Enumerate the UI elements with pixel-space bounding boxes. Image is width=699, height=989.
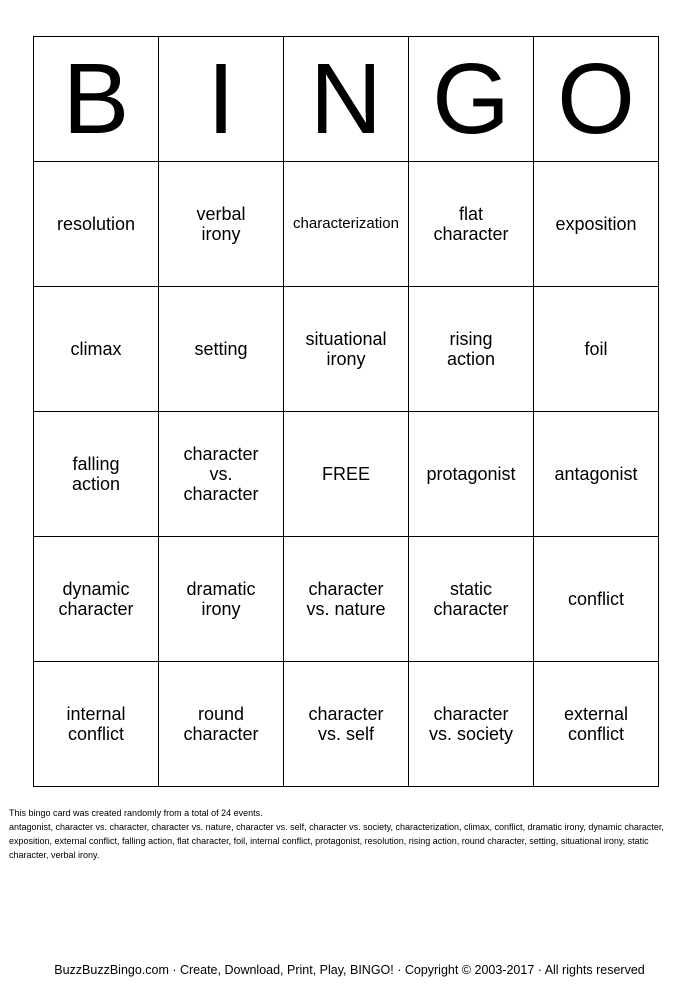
bingo-cell: situational irony [284,287,409,412]
bingo-cell: falling action [34,412,159,537]
header-row [34,37,659,162]
bingo-cell: climax [34,287,159,412]
free-space-cell: FREE [284,412,409,537]
header-letter-b: B [34,37,159,162]
bingo-row-3 [34,412,659,537]
bingo-cell: character vs. character [159,412,284,537]
bingo-row-1 [34,162,659,287]
bingo-cell: resolution [34,162,159,287]
bingo-cell: characterization [284,162,409,287]
card-footnote [9,806,679,862]
bingo-cell: flat character [409,162,534,287]
header-letter-g: G [409,37,534,162]
site-footer: BuzzBuzzBingo.com · Create, Download, Print, Play, BINGO! · Copyright © 2003-2017 · All rights reserved [54,963,645,977]
bingo-cell: internal conflict [34,662,159,787]
bingo-cell: antagonist [534,412,659,537]
footnote-summary: This bingo card was created randomly from a total of 24 events. [9,808,263,818]
bingo-cell: round character [159,662,284,787]
bingo-cell: external conflict [534,662,659,787]
bingo-cell: static character [409,537,534,662]
bingo-cell: verbal irony [159,162,284,287]
bingo-cell: rising action [409,287,534,412]
bingo-cell: character vs. nature [284,537,409,662]
header-letter-n: N [284,37,409,162]
bingo-cell: foil [534,287,659,412]
footnote-event-list: antagonist, character vs. character, character vs. nature, character vs. self, character vs. society, characterization, climax, conflict, dramatic irony, dynamic character, exposition, external conflict, falling action, flat character, foil, internal conflict, protagonist, resolution, rising action, round character, setting, situational irony, static character, verbal irony. [9,822,664,860]
bingo-cell: conflict [534,537,659,662]
header-letter-i: I [159,37,284,162]
bingo-row-5 [34,662,659,787]
bingo-cell: dramatic irony [159,537,284,662]
header-letter-o: O [534,37,659,162]
bingo-cell: protagonist [409,412,534,537]
bingo-cell: character vs. society [409,662,534,787]
bingo-card [33,36,659,787]
bingo-cell: character vs. self [284,662,409,787]
bingo-row-4 [34,537,659,662]
bingo-cell: exposition [534,162,659,287]
bingo-cell: setting [159,287,284,412]
bingo-cell: dynamic character [34,537,159,662]
bingo-row-2 [34,287,659,412]
